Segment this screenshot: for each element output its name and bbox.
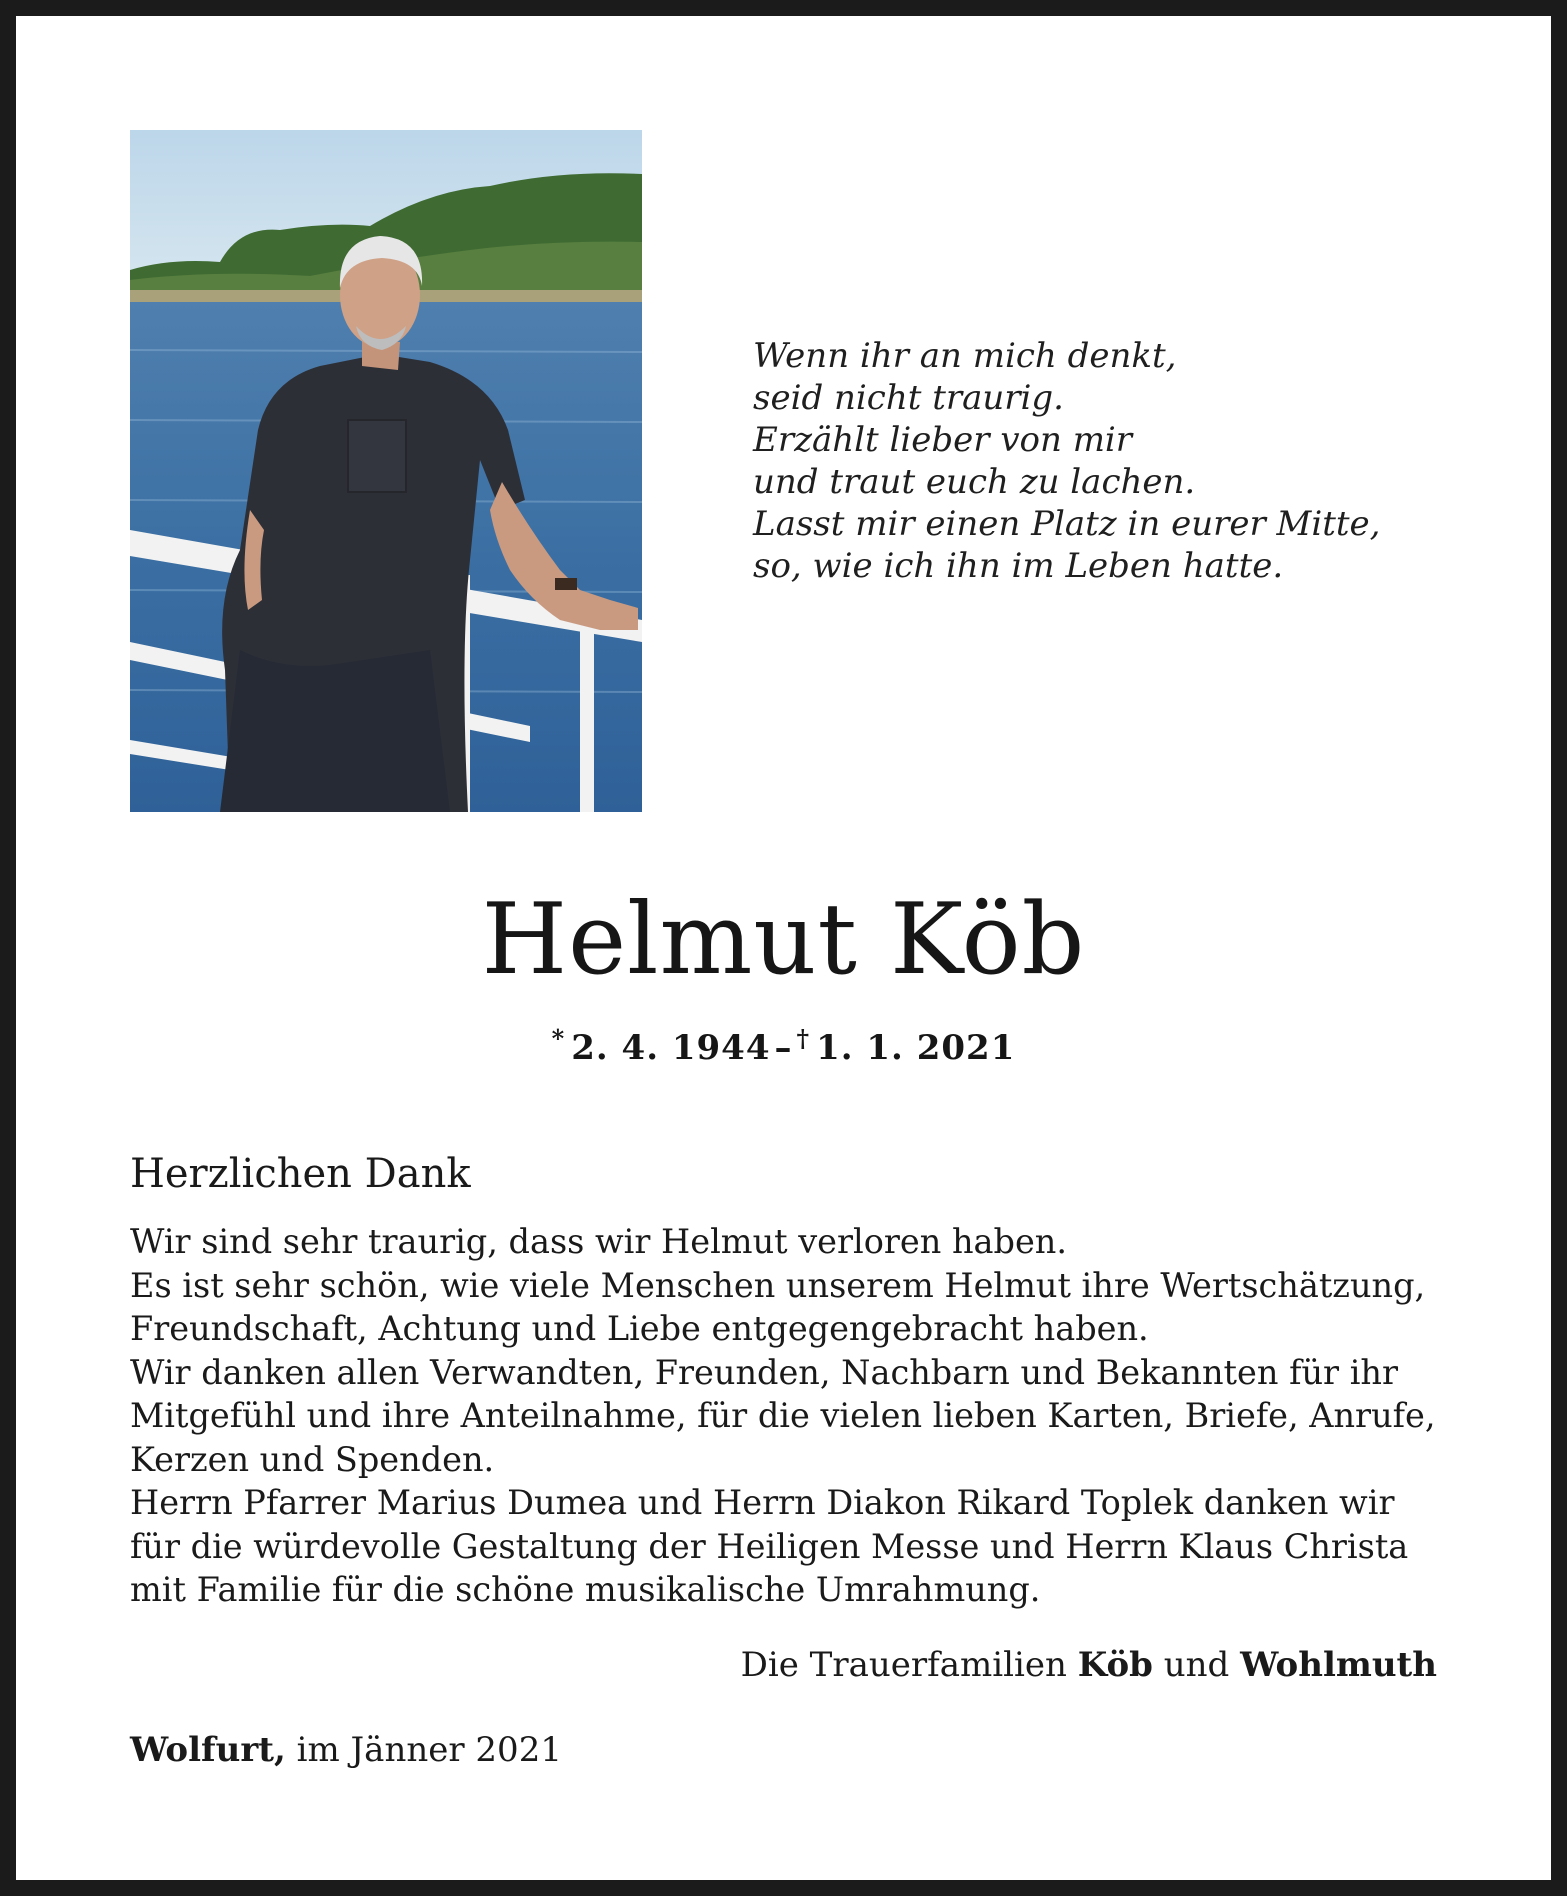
thanks-line: Wir sind sehr traurig, dass wir Helmut verloren haben. xyxy=(130,1222,1068,1261)
thanks-line: Wir danken allen Verwandten, Freunden, Nachbarn und Bekannten für ihr xyxy=(130,1352,1399,1392)
memorial-poem xyxy=(753,335,1453,587)
poem-line: seid nicht traurig. xyxy=(753,378,1064,418)
date-dash: – xyxy=(774,1028,793,1068)
thanks-heading: Herzlichen Dank xyxy=(130,1151,471,1197)
poem-line: Lasst mir einen Platz in eurer Mitte, xyxy=(753,504,1381,544)
poem-line: Erzählt lieber von mir xyxy=(753,420,1133,460)
place-date: im Jänner 2021 xyxy=(296,1730,562,1770)
family-signature xyxy=(741,1640,1437,1690)
life-dates xyxy=(0,1014,1567,1073)
family-name-koeb: Köb xyxy=(1077,1645,1153,1685)
thanks-line: Herrn Pfarrer Marius Dumea und Herrn Diakon Rikard Toplek danken wir xyxy=(130,1483,1395,1522)
thanks-line: Es ist sehr schön, wie viele Menschen unserem Helmut ihre Wertschätzung, xyxy=(130,1265,1426,1305)
family-name-wohlmuth: Wohlmuth xyxy=(1240,1645,1437,1685)
portrait-photo xyxy=(130,130,642,812)
birth-symbol: * xyxy=(551,1024,566,1053)
place-and-date xyxy=(130,1725,562,1775)
place-town: Wolfurt, xyxy=(130,1730,286,1770)
thanks-line: mit Familie für die schöne musikalische Umrahmung. xyxy=(130,1570,1041,1609)
thanks-line: Mitgefühl und ihre Anteilnahme, für die vielen lieben Karten, Briefe, Anrufe, xyxy=(130,1396,1436,1435)
thanks-line: Kerzen und Spenden. xyxy=(130,1439,495,1479)
poem-line: und traut euch zu lachen. xyxy=(753,462,1196,502)
deceased-name: Helmut Köb xyxy=(481,883,1086,997)
signature-prefix: Die Trauerfamilien xyxy=(740,1645,1067,1685)
poem-line: Wenn ihr an mich denkt, xyxy=(753,336,1177,376)
death-date: 1. 1. 2021 xyxy=(816,1028,1016,1068)
birth-date: 2. 4. 1944 xyxy=(571,1028,771,1068)
poem-line: so, wie ich ihn im Leben hatte. xyxy=(753,546,1284,586)
death-symbol: † xyxy=(796,1024,811,1053)
thanks-body xyxy=(130,1220,1440,1612)
thanks-line: Freundschaft, Achtung und Liebe entgegengebracht haben. xyxy=(130,1309,1149,1348)
thanks-line: für die würdevolle Gestaltung der Heiligen Messe und Herrn Klaus Christa xyxy=(130,1526,1409,1566)
signature-joiner: und xyxy=(1163,1645,1230,1685)
